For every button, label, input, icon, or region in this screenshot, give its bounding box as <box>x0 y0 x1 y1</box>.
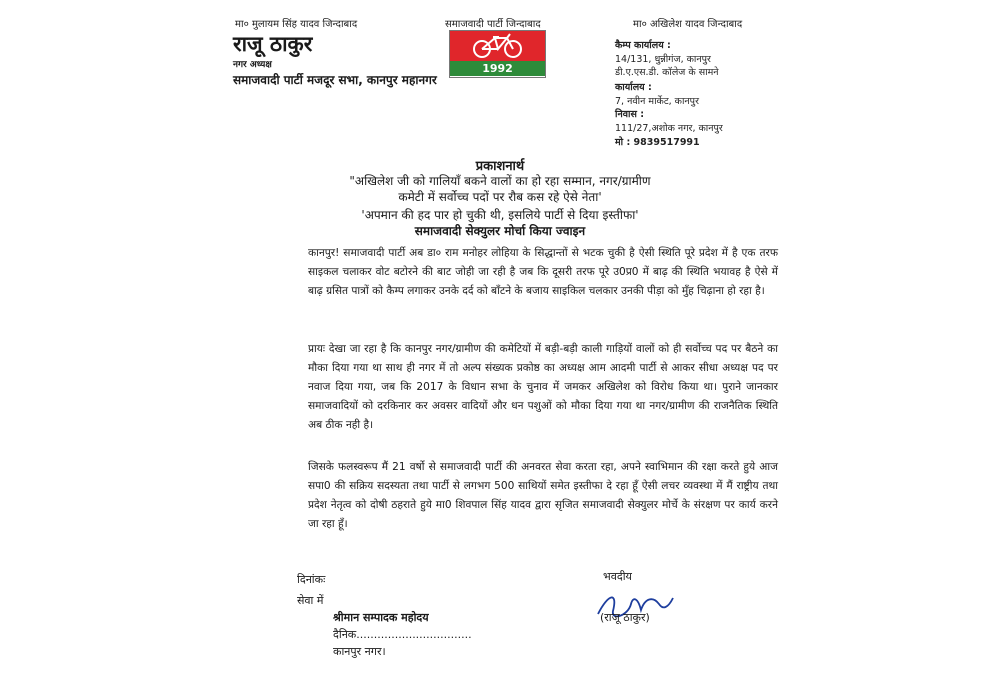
paragraph-2: प्रायः देखा जा रहा है कि कानपुर नगर/ग्रामीण की कमेटियों में बड़ी-बड़ी काली गाड़ियों वालों को ही सर्वोच्च पद पर बैठने का मौका दिया गया था साथ ही नगर में तो अल्प संख्यक प्रकोष्ठ का अध्यक्ष आम आदमी पार्टी से आकर सीधा अध्यक्ष पद पर नवाज दिया गया, जब कि 2017 के विधान सभा के चुनाव में जमकर अखिलेश को विरोध किया था। पुराने जानकार समाजवादियों को दरकिनार कर अवसर वादियों और धन पशुओं को मौका दिया गया था नगर/ग्रामीण की राजनैतिक स्थिति अब ठीक नही है। <box>308 343 778 431</box>
headline-quote-3: 'अपमान की हद पार हो चुकी थी, इसलिये पार्टी से दिया इस्तीफा' <box>361 208 639 222</box>
closing: भवदीय <box>603 570 632 583</box>
daily-newspaper: दैनिक................................. <box>333 628 472 641</box>
bicycle-icon <box>450 31 545 61</box>
city: कानपुर नगर। <box>333 645 386 658</box>
press-heading: प्रकाशनार्थ <box>475 159 525 174</box>
paragraph-3: जिसके फलस्वरूप मैं 21 वर्षो से समाजवादी पार्टी की अनवरत सेवा करता रहा, अपने स्वाभिमान की रक्षा करते हुये आज सपा0 की सक्रिय सदस्यता तथा पार्टी से लगभग 500 साथियों समेत इस्तीफा दे रहा हूँ ऐसी लचर व्यवस्था में मैं राष्ट्रीय तथा प्रदेश नेतृत्व को दोषी ठहराते हुये मा0 शिवपाल सिंह यादव द्वारा सृजित समाजवादी सेक्युलर मोर्चे के संरक्षण पर कार्य करने जा रहा हूँ। <box>308 461 778 530</box>
header-center-slogan: समाजवादी पार्टी जिन्दाबाद <box>445 19 541 30</box>
party-flag <box>449 30 546 78</box>
mobile-number: मो : 9839517991 <box>615 137 700 148</box>
sender-name: राजू ठाकुर <box>233 32 313 56</box>
residence-address: 111/27,अशोक नगर, कानपुर <box>615 123 723 134</box>
recipient: श्रीमान सम्पादक महोदय <box>333 611 429 624</box>
paragraph-1: कानपुर! समाजवादी पार्टी अब डा० राम मनोहर लोहिया के सिद्धान्तों से भटक चुकी है ऐसी स्थिति पूरे प्रदेश में है एक तरफ साइकल चलाकर वोट बटोरने की बाट जोही जा रही है जब कि दूसरी तरफ पूरे उ0प्र0 में बाढ़ की स्थिति भयावह है ऐसे में बाढ़ ग्रसित पात्रों को कैम्प लगाकर उनके दर्द को बाँटने के बजाय साइकिल चलकार उनकी पीड़ा को मुँह चिढ़ाना हो रहा है। <box>308 247 778 297</box>
flag-year: 1992 <box>450 61 545 76</box>
headline-quote-4: समाजवादी सेक्युलर मोर्चा किया ज्वाइन <box>414 224 586 238</box>
sender-organization: समाजवादी पार्टी मजदूर सभा, कानपुर महानगर <box>233 73 437 87</box>
headline-quote-2: कमेटी में सर्वोच्च पदों पर रौब कस रहे ऐसे नेता' <box>398 190 602 204</box>
camp-office-line1: 14/131, धुन्नीगंज, कानपुर <box>615 54 711 65</box>
signature-name: (राजू ठाकुर) <box>600 611 650 624</box>
header-left-slogan: मा० मुलायम सिंह यादव जिन्दाबाद <box>235 19 358 30</box>
headline-quote-1: "अखिलेश जी को गालियाँ बकने वालों का हो रहा सम्मान, नगर/ग्रामीण <box>349 174 651 188</box>
office-address: 7, नवीन मार्केट, कानपुर <box>615 96 699 107</box>
letter-page <box>205 0 778 700</box>
header-right-slogan: मा० अखिलेश यादव जिन्दाबाद <box>633 19 743 30</box>
sender-role: नगर अध्यक्ष <box>233 60 272 70</box>
to-label: सेवा में <box>297 594 324 607</box>
camp-office-line2: डी.ए.एस.डी. कॉलेज के सामने <box>615 67 719 78</box>
office-label: कार्यालय : <box>615 82 652 93</box>
residence-label: निवास : <box>615 109 645 120</box>
camp-office-label: कैम्प कार्यालय : <box>615 40 671 51</box>
date-label: दिनांकः <box>297 573 326 586</box>
